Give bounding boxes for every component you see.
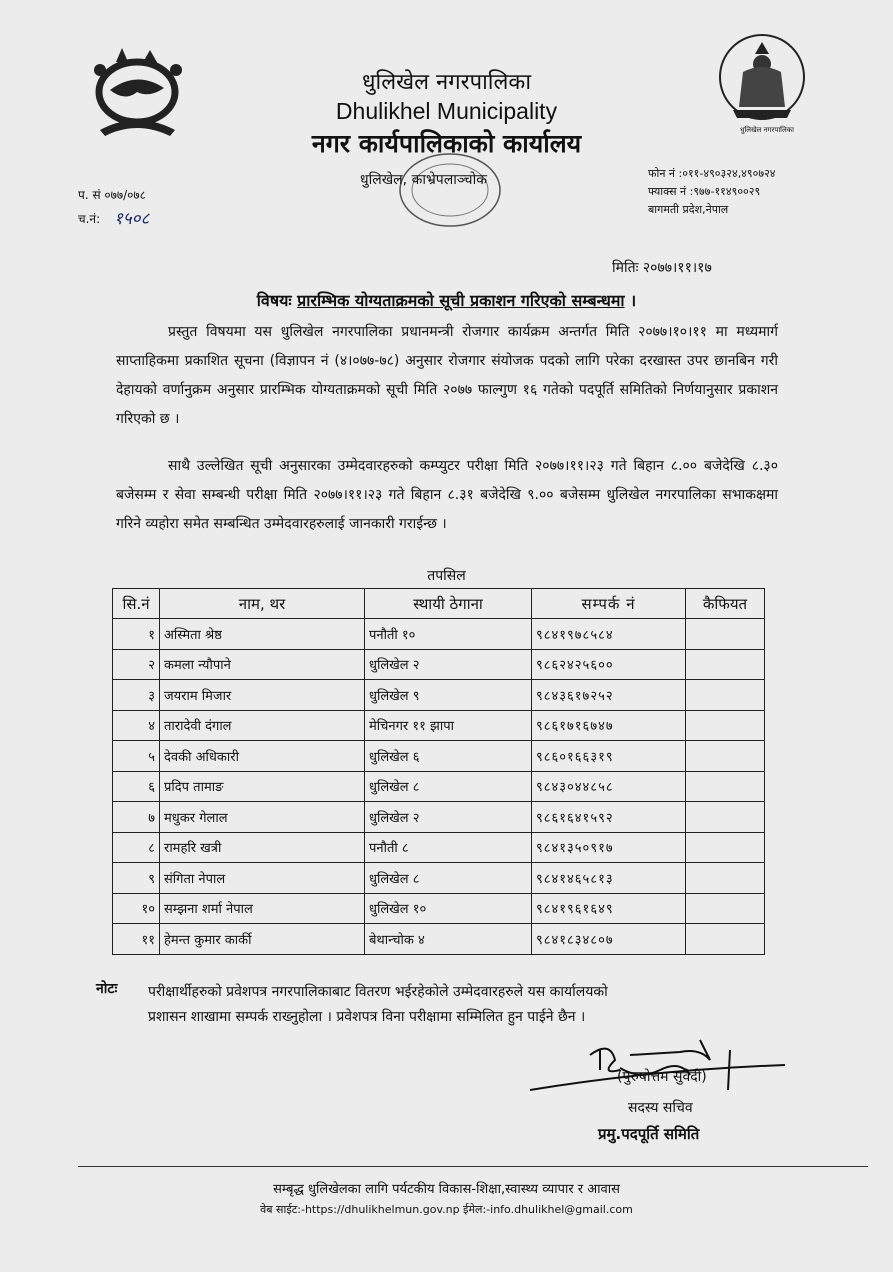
dispatch-number: १५०८ bbox=[114, 209, 150, 229]
body-paragraph-1: प्रस्तुत विषयमा यस धुलिखेल नगरपालिका प्रधानमन्त्री रोजगार कार्यक्रम अन्तर्गत मिति २०७७।१०।११ मा मध्यमार्ग साप्ताहिकमा प्रकाशित सूचना (विज्ञापन नं (४।०७७-७८) अनुसार रोजगार संयोजक पदको लागि परेका दरखास्त उपर छानबिन गरी देहायको वर्णानुक्रम अनुसार प्रारम्भिक योग्यताक्रमको सूची मिति २०७७ फाल्गुण १६ गतेको पदपूर्ति समितिको निर्णयानुसार प्रकाशन गरिएको छ । bbox=[116, 324, 778, 427]
cell-sn: १० bbox=[113, 893, 160, 924]
table-row bbox=[113, 863, 765, 894]
org-name-nepali: धुलिखेल नगरपालिका bbox=[361, 70, 532, 95]
cell-sn: ३ bbox=[113, 680, 160, 711]
col-header-sn: सि.नं bbox=[113, 589, 160, 619]
cell-contact: ९८६०१६६३१९ bbox=[532, 741, 686, 772]
table-row bbox=[113, 802, 765, 833]
province: बागमती प्रदेश,नेपाल bbox=[648, 203, 729, 216]
cell-name: तारादेवी दंगाल bbox=[160, 710, 365, 741]
cell-address: पनौती १० bbox=[365, 619, 532, 650]
cell-sn: ८ bbox=[113, 832, 160, 863]
cell-contact: ९८६२४२५६०० bbox=[532, 649, 686, 680]
office-stamp bbox=[395, 150, 505, 230]
col-header-contact: सम्पर्क नं bbox=[532, 589, 686, 619]
cell-remarks bbox=[686, 741, 765, 772]
fax-number: फ्याक्स नं :९७७-११४९००२९ bbox=[648, 185, 761, 198]
cell-contact: ९८४१८३४८०७ bbox=[532, 924, 686, 955]
annex-title: तपसिल bbox=[427, 568, 466, 584]
table-row bbox=[113, 924, 765, 955]
col-header-address: स्थायी ठेगाना bbox=[365, 589, 532, 619]
right-logo-caption: धुलिखेल नगरपालिका bbox=[740, 126, 794, 134]
reference-number: प. सं ०७७/०७८ bbox=[78, 188, 146, 202]
table-row bbox=[113, 619, 765, 650]
cell-address: धुलिखेल ६ bbox=[365, 741, 532, 772]
cell-name: संगिता नेपाल bbox=[160, 863, 365, 894]
signature-scribble bbox=[530, 1030, 790, 1100]
cell-remarks bbox=[686, 649, 765, 680]
subject-label: विषयः bbox=[256, 291, 292, 310]
footer-divider bbox=[78, 1166, 868, 1167]
cell-address: धुलिखेल ८ bbox=[365, 863, 532, 894]
cell-sn: २ bbox=[113, 649, 160, 680]
cell-contact: ९८४१९७८५८४ bbox=[532, 619, 686, 650]
cell-contact: ९८६१७१६७४७ bbox=[532, 710, 686, 741]
footer-slogan: सम्बृद्ध धुलिखेलका लागि पर्यटकीय विकास-शिक्षा,स्वास्थ्य व्यापार र आवास bbox=[273, 1182, 620, 1197]
col-header-remarks: कैफियत bbox=[686, 589, 765, 619]
cell-address: पनौती ८ bbox=[365, 832, 532, 863]
cell-remarks bbox=[686, 710, 765, 741]
cell-name: हेमन्त कुमार कार्की bbox=[160, 924, 365, 955]
table-row bbox=[113, 832, 765, 863]
table-row bbox=[113, 649, 765, 680]
cell-contact: ९८६१६४१५९२ bbox=[532, 802, 686, 833]
body-paragraph-2: साथै उल्लेखित सूची अनुसारका उम्मेदवारहरुको कम्प्युटर परीक्षा मिति २०७७।११।२३ गते बिहान ८.०० बजेदेखि ८.३० बजेसम्म र सेवा सम्बन्धी परीक्षा मिति २०७७।११।२३ गते बिहान ८.३१ बजेदेखि ९.०० बजेसम्म धुलिखेल नगरपालिका सभाकक्षमा गरिने व्यहोरा समेत सम्बन्धित उम्मेदवारहरुलाई जानकारी गराईन्छ । bbox=[116, 458, 778, 532]
cell-sn: ९ bbox=[113, 863, 160, 894]
committee-stamp-text: प्रमु.पदपूर्ति समिति bbox=[598, 1125, 700, 1143]
cell-name: देवकी अधिकारी bbox=[160, 741, 365, 772]
footer-contact: वेब साईट:-https://dhulikhelmun.gov.np ईमेल:-info.dhulikhel@gmail.com bbox=[260, 1203, 633, 1216]
subject-line bbox=[0, 289, 893, 311]
cell-remarks bbox=[686, 619, 765, 650]
note-label: नोटः bbox=[96, 981, 118, 997]
cell-address: धुलिखेल ९ bbox=[365, 680, 532, 711]
cell-sn: ६ bbox=[113, 771, 160, 802]
cell-address: धुलिखेल १० bbox=[365, 893, 532, 924]
cell-sn: ११ bbox=[113, 924, 160, 955]
cell-contact: ९८४१९६१६४९ bbox=[532, 893, 686, 924]
cell-name: कमला न्यौपाने bbox=[160, 649, 365, 680]
cell-address: धुलिखेल ८ bbox=[365, 771, 532, 802]
cell-contact: ९८४३६१७२५२ bbox=[532, 680, 686, 711]
cell-address: धुलिखेल २ bbox=[365, 649, 532, 680]
office-title: नगर कार्यपालिकाको कार्यालय bbox=[311, 129, 582, 158]
signer-role: सदस्य सचिव bbox=[628, 1100, 693, 1116]
cell-sn: १ bbox=[113, 619, 160, 650]
cell-address: मेचिनगर ११ झापा bbox=[365, 710, 532, 741]
cell-address: धुलिखेल २ bbox=[365, 802, 532, 833]
cell-remarks bbox=[686, 802, 765, 833]
cell-remarks bbox=[686, 832, 765, 863]
office-address: धुलिखेल, काभ्रेपलाञ्चोक bbox=[360, 172, 487, 188]
cell-remarks bbox=[686, 771, 765, 802]
subject-end: । bbox=[624, 291, 637, 310]
cell-sn: ७ bbox=[113, 802, 160, 833]
org-name-english: Dhulikhel Municipality bbox=[335, 98, 558, 124]
subject-text: प्रारम्भिक योग्यताक्रमको सूची प्रकाशन गरिएको सम्बन्धमा bbox=[297, 291, 625, 310]
table-row bbox=[113, 741, 765, 772]
cell-name: सम्झना शर्मा नेपाल bbox=[160, 893, 365, 924]
cell-remarks bbox=[686, 680, 765, 711]
signer-name: (पुरुषोत्तम सुवेदी) bbox=[617, 1069, 707, 1085]
cell-name: अस्मिता श्रेष्ठ bbox=[160, 619, 365, 650]
cell-name: रामहरि खत्री bbox=[160, 832, 365, 863]
cell-remarks bbox=[686, 863, 765, 894]
cell-address: बेथान्चोक ४ bbox=[365, 924, 532, 955]
cell-name: जयराम मिजार bbox=[160, 680, 365, 711]
col-header-name: नाम, थर bbox=[160, 589, 365, 619]
cell-contact: ९८४१४६५८१३ bbox=[532, 863, 686, 894]
table-row bbox=[113, 771, 765, 802]
cell-contact: ९८४१३५०९१७ bbox=[532, 832, 686, 863]
table-row bbox=[113, 893, 765, 924]
table-row bbox=[113, 680, 765, 711]
cell-sn: ४ bbox=[113, 710, 160, 741]
table-row bbox=[113, 710, 765, 741]
table-header-row bbox=[113, 589, 765, 619]
dispatch-label: च.नं: bbox=[78, 212, 101, 226]
letter-date: मितिः २०७७।११।१७ bbox=[612, 260, 712, 276]
note-line-2: प्रशासन शाखामा सम्पर्क राख्नुहोला । प्रवेशपत्र विना परीक्षामा सम्मिलित हुन पाईने छैन । bbox=[148, 1009, 586, 1025]
cell-name: प्रदिप तामाङ bbox=[160, 771, 365, 802]
note-line-1: परीक्षार्थीहरुको प्रवेशपत्र नगरपालिकाबाट वितरण भईरहेकोले उम्मेदवारहरुले यस कार्यालयको bbox=[148, 984, 608, 1000]
cell-remarks bbox=[686, 893, 765, 924]
cell-sn: ५ bbox=[113, 741, 160, 772]
cell-contact: ९८४३०४४८५८ bbox=[532, 771, 686, 802]
phone-number: फोन नं :०११-४९०३२४,४९०७२४ bbox=[648, 167, 776, 180]
cell-remarks bbox=[686, 924, 765, 955]
candidate-table bbox=[112, 588, 765, 955]
cell-name: मधुकर गेलाल bbox=[160, 802, 365, 833]
